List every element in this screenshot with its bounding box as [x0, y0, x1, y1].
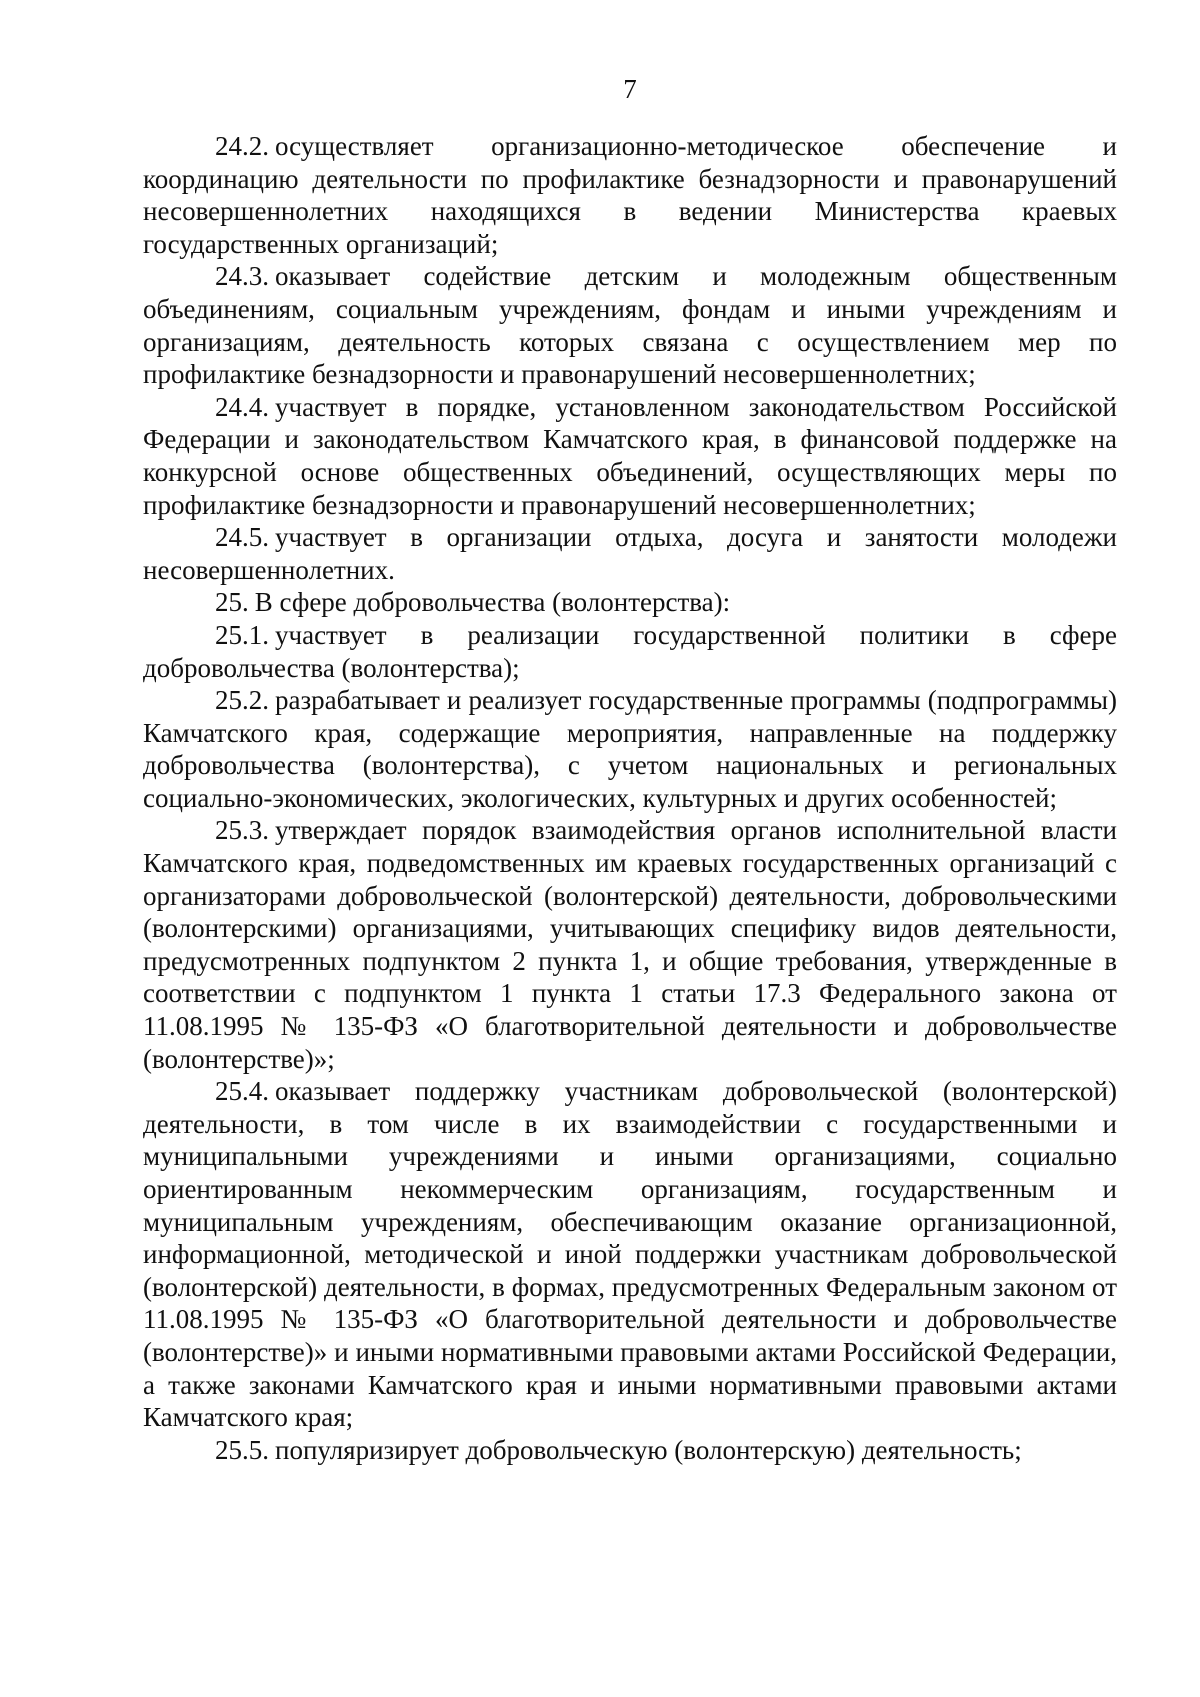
paragraph-text: популяризирует добровольческую (волонтерскую) деятельность;	[275, 1434, 1022, 1465]
paragraph-25-5	[143, 1434, 1117, 1467]
paragraph-number: 25.	[215, 587, 249, 618]
paragraph-text: осуществляет организационно-методическое обеспечение и координацию деятельности по профилактике безнадзорности и правонарушений несовершеннолетних находящихся в ведении Министерства краевых государственных организаций;	[143, 131, 1117, 259]
paragraph-24-2	[143, 130, 1117, 260]
paragraph-25-2	[143, 684, 1117, 814]
paragraph-number: 24.5.	[215, 522, 269, 553]
paragraph-text: утверждает порядок взаимодействия органов исполнительной власти Камчатского края, подведомственных им краевых государственных организаций с организаторами добровольческой (волонтерской) деятельности, добровольческими (волонтерскими) организациями, учитывающих специфику видов деятельности, предусмотренных подпунктом 2 пункта 1, и общие требования, утвержденные в соответствии с подпунктом 1 пункта 1 статьи 17.3 Федерального закона от 11.08.1995 № 135-ФЗ «О благотворительной деятельности и добровольчестве (волонтерстве)»;	[143, 815, 1117, 1074]
paragraph-number: 25.2.	[215, 685, 269, 716]
paragraph-number: 24.3.	[215, 261, 269, 292]
paragraph-24-5	[143, 521, 1117, 586]
paragraph-text: участвует в организации отдыха, досуга и занятости молодежи несовершеннолетних.	[143, 522, 1117, 585]
paragraph-number: 24.2.	[215, 131, 269, 161]
paragraph-24-3	[143, 260, 1117, 390]
document-body	[143, 130, 1117, 1466]
paragraph-number: 24.4.	[215, 391, 269, 422]
paragraph-text: оказывает поддержку участникам добровольческой (волонтерской) деятельности, в том числе в их взаимодействии с государственными и муниципальными учреждениями и иными организациями, социально ориентированным некоммерческим организациям, государственным и муниципальным учреждениям, обеспечивающим оказание организационной, информационной, методической и иной поддержки участникам добровольческой (волонтерской) деятельности, в формах, предусмотренных Федеральным законом от 11.08.1995 № 135-ФЗ «О благотворительной деятельности и добровольчестве (волонтерстве)» и иными нормативными правовыми актами Российской Федерации, а также законами Камчатского края и иными нормативными правовыми актами Камчатского края;	[143, 1076, 1117, 1433]
paragraph-number: 25.4.	[215, 1076, 269, 1107]
paragraph-text: оказывает содействие детским и молодежным общественным объединениям, социальным учреждениям, фондам и иными учреждениям и организациям, деятельность которых связана с осуществлением мер по профилактике безнадзорности и правонарушений несовершеннолетних;	[143, 261, 1117, 390]
paragraph-25-3	[143, 814, 1117, 1075]
paragraph-25-1	[143, 619, 1117, 684]
paragraph-25-4	[143, 1075, 1117, 1434]
paragraph-text: разрабатывает и реализует государственные программы (подпрограммы) Камчатского края, содержащие мероприятия, направленные на поддержку добровольчества (волонтерства), с учетом национальных и региональных социально-экономических, экологических, культурных и других особенностей;	[143, 685, 1117, 813]
paragraph-number: 25.5.	[215, 1434, 269, 1465]
page-number: 7	[623, 74, 637, 104]
paragraph-text: участвует в порядке, установленном законодательством Российской Федерации и законодательством Камчатского края, в финансовой поддержке на конкурсной основе общественных объединений, осуществляющих меры по профилактике безнадзорности и правонарушений несовершеннолетних;	[143, 391, 1117, 520]
paragraph-text: В сфере добровольчества (волонтерства):	[254, 587, 731, 618]
paragraph-number: 25.1.	[215, 619, 269, 650]
paragraph-25	[143, 586, 1117, 619]
paragraph-24-4	[143, 391, 1117, 521]
paragraph-text: участвует в реализации государственной политики в сфере добровольчества (волонтерства);	[143, 619, 1117, 683]
paragraph-number: 25.3.	[215, 815, 269, 846]
